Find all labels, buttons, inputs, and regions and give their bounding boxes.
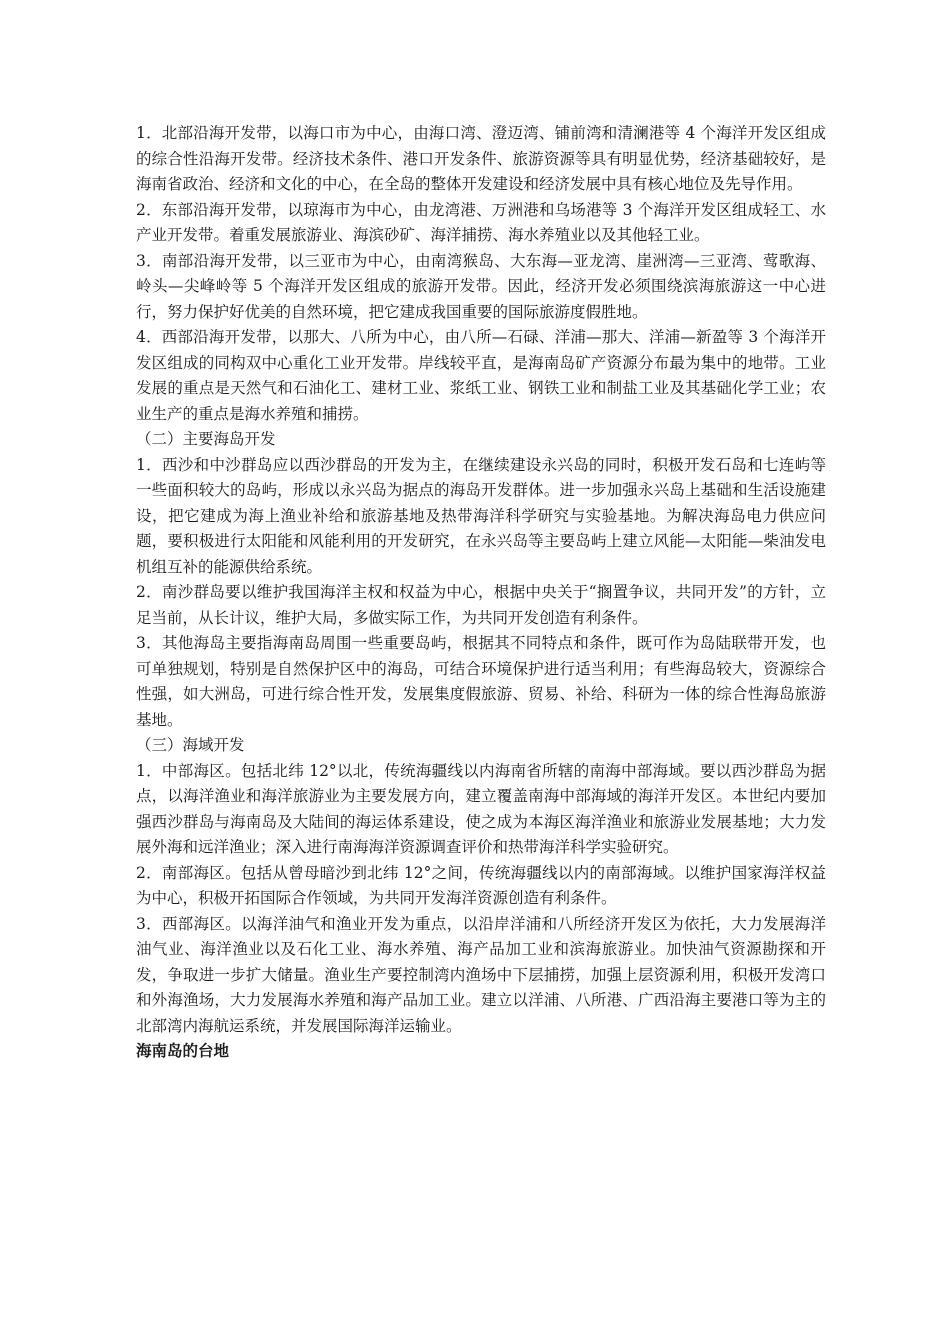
paragraph-north-coast: 1．北部沿海开发带，以海口市为中心，由海口湾、澄迈湾、铺前湾和清澜港等 4 个海洋开发区组成的综合性沿海开发带。经济技术条件、港口开发条件、旅游资源等具有明显优势，经济基础较好，是海南省政治、经济和文化的中心，在全岛的整体开发建设和经济发展中具有核心地位及先导作用。 [136,124,826,193]
paragraph-central-sea: 1．中部海区。包括北纬 12°以北，传统海疆线以内海南省所辖的南海中部海域。要以西沙群岛为据点，以海洋渔业和海洋旅游业为主要发展方向，建立覆盖南海中部海域的海洋开发区。本世纪内要加强西沙群岛与海南岛及大陆间的海运体系建设，使之成为本海区海洋渔业和旅游业发展基地；大力发展外海和远洋渔业；深入进行南海海洋资源调查评价和热带海洋科学实验研究。 [136,761,826,856]
paragraph-southern-sea: 2．南部海区。包括从曾母暗沙到北纬 12°之间，传统海疆线以内的南部海域。以维护国家海洋权益为中心，积极开拓国际合作领域，为共同开发海洋资源创造有利条件。 [136,863,826,907]
paragraph-western-sea: 3．西部海区。以海洋油气和渔业开发为重点，以沿岸洋浦和八所经济开发区为依托，大力发展海洋油气业、海洋渔业以及石化工业、海水养殖、海产品加工业和滨海旅游业。加快油气资源勘探和开发，争取进一步扩大储量。渔业生产要控制湾内渔场中下层捕捞，加强上层资源利用，积极开发湾口和外海渔场，大力发展海水养殖和海产品加工业。建立以洋浦、八所港、广西沿海主要港口等为主的北部湾内海航运系统，并发展国际海洋运输业。 [136,914,826,1035]
paragraph-east-coast: 2．东部沿海开发带，以琼海市为中心，由龙湾港、万洲港和乌场港等 3 个海洋开发区组成轻工、水产业开发带。着重发展旅游业、海滨砂矿、海洋捕捞、海水养殖业以及其他轻工业。 [136,200,826,244]
heading-hainan-tableland: 海南岛的台地 [136,1042,230,1060]
paragraph-west-coast: 4．西部沿海开发带，以那大、八所为中心，由八所—石碌、洋浦—那大、洋浦—新盈等 3 个海洋开发区组成的同构双中心重化工业开发带。岸线较平直，是海南岛矿产资源分布最为集中的地带。工业发展的重点是天然气和石油化工、建材工业、浆纸工业、钢铁工业和制盐工业及其基础化学工业；农业生产的重点是海水养殖和捕捞。 [136,328,826,423]
paragraph-south-coast: 3．南部沿海开发带，以三亚市为中心，由南湾猴岛、大东海—亚龙湾、崖洲湾—三亚湾、莺歌海、岭头—尖峰岭等 5 个海洋开发区组成的旅游开发带。因此，经济开发必须围绕滨海旅游这一中心进行，努力保护好优美的自然环境，把它建成我国重要的国际旅游度假胜地。 [136,251,826,321]
paragraph-nansha: 2．南沙群岛要以维护我国海洋主权和权益为中心，根据中央关于“搁置争议，共同开发”的方针，立足当前，从长计议，维护大局，多做实际工作，为共同开发创造有利条件。 [136,583,826,627]
section-heading-sea-areas: （三）海域开发 [136,736,245,754]
paragraph-other-islands: 3．其他海岛主要指海南岛周围一些重要岛屿，根据其不同特点和条件，既可作为岛陆联带开发，也可单独规划，特别是自然保护区中的海岛，可结合环境保护进行适当利用；有些海岛较大，资源综合性强，如大洲岛，可进行综合性开发，发展集度假旅游、贸易、补给、科研为一体的综合性海岛旅游基地。 [136,634,826,729]
paragraph-xisha-zhongsha: 1．西沙和中沙群岛应以西沙群岛的开发为主，在继续建设永兴岛的同时，积极开发石岛和七连屿等一些面积较大的岛屿，形成以永兴岛为据点的海岛开发群体。进一步加强永兴岛上基础和生活设施建设，把它建成为海上渔业补给和旅游基地及热带海洋科学研究与实验基地。为解决海岛电力供应问题，要积极进行太阳能和风能利用的开发研究，在永兴岛等主要岛屿上建立风能—太阳能—柴油发电机组互补的能源供给系统。 [136,455,826,576]
document-body [136,121,826,1065]
section-heading-islands: （二）主要海岛开发 [136,430,276,448]
